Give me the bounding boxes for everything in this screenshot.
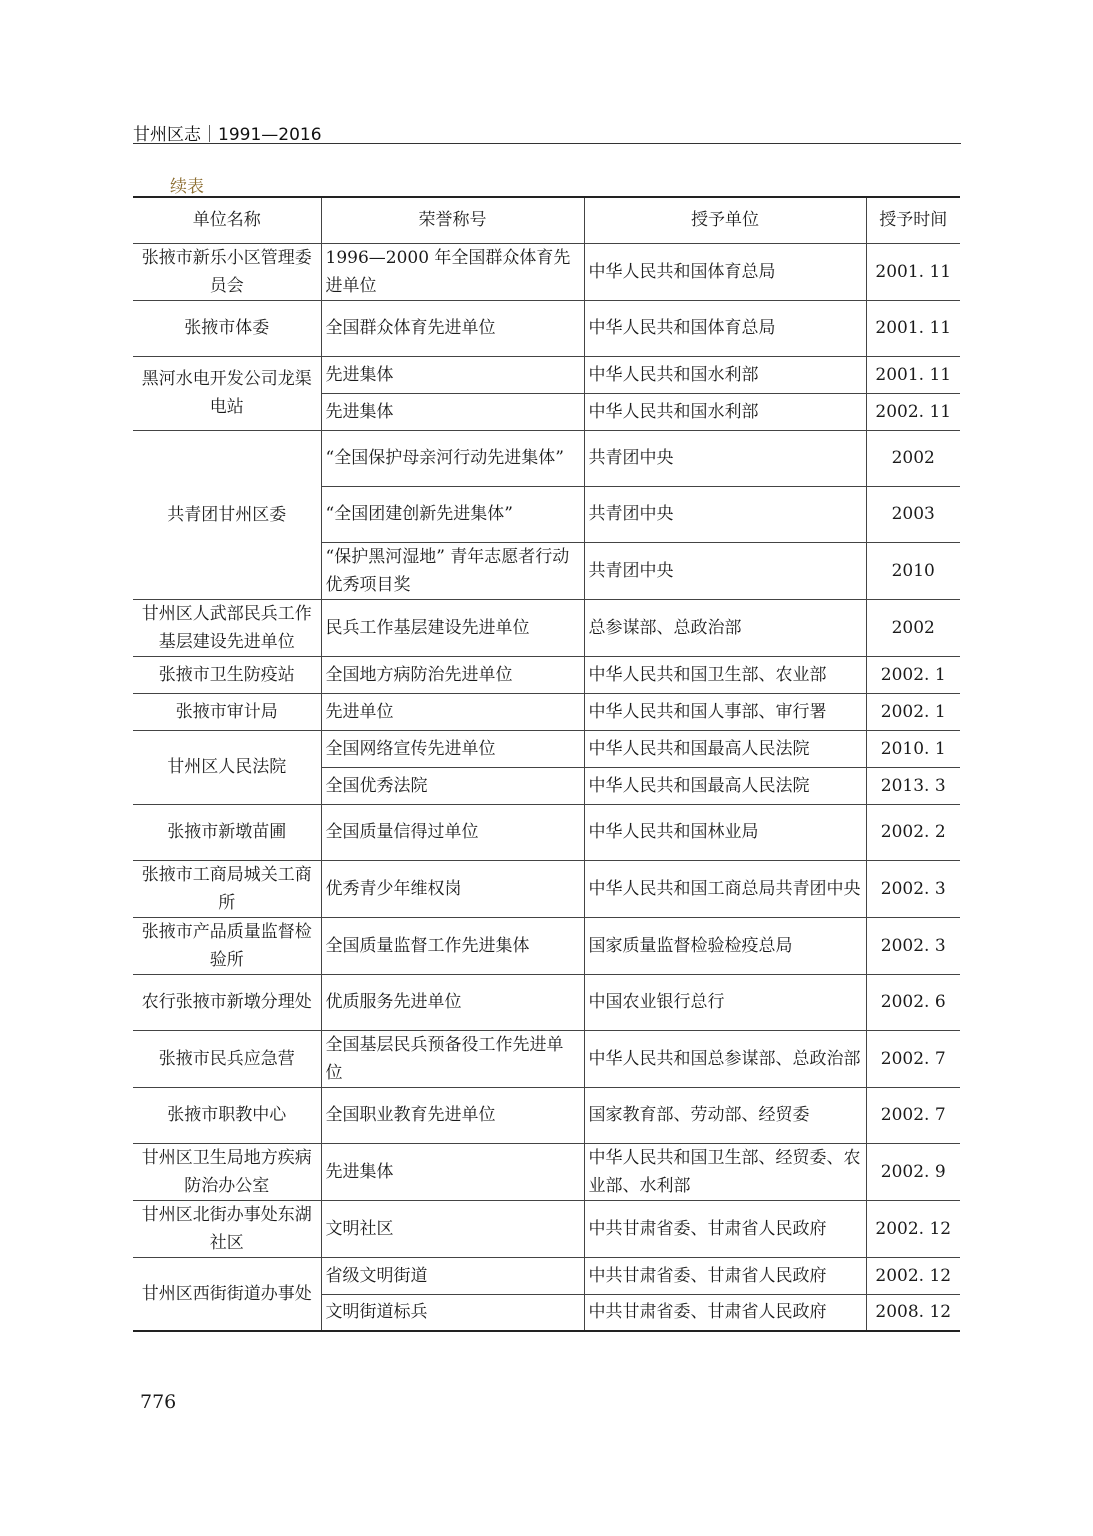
table-row [133, 974, 960, 1030]
cell-granting-body: 中华人民共和国林业局 [584, 804, 866, 860]
cell-grant-date: 2002. 7 [866, 1087, 960, 1143]
cell-granting-body: 中华人民共和国工商总局共青团中央 [584, 860, 866, 917]
cell-grant-date: 2002. 2 [866, 804, 960, 860]
cell-honor-title: 优秀青少年维权岗 [321, 860, 584, 917]
cell-grant-date: 2002. 12 [866, 1257, 960, 1294]
cell-grant-date: 2003 [866, 486, 960, 542]
cell-granting-body: 中共甘肃省委、甘肃省人民政府 [584, 1257, 866, 1294]
cell-honor-title: 先进集体 [321, 393, 584, 430]
table-row [133, 599, 960, 656]
cell-unit-name: 张掖市产品质量监督检验所 [133, 917, 321, 974]
cell-unit-name: 甘州区卫生局地方疾病防治办公室 [133, 1143, 321, 1200]
cell-honor-title: 全国职业教育先进单位 [321, 1087, 584, 1143]
cell-grant-date: 2001. 11 [866, 300, 960, 356]
table-row [133, 1087, 960, 1143]
cell-honor-title: 全国地方病防治先进单位 [321, 656, 584, 693]
table-caption: 续表 [170, 177, 204, 197]
cell-unit-name: 农行张掖市新墩分理处 [133, 974, 321, 1030]
column-header-date: 授予时间 [866, 197, 960, 243]
cell-unit-name: 张掖市民兵应急营 [133, 1030, 321, 1087]
cell-grant-date: 2010. 1 [866, 730, 960, 767]
header-rule [133, 143, 961, 144]
cell-unit-name: 张掖市卫生防疫站 [133, 656, 321, 693]
cell-granting-body: 中华人民共和国卫生部、经贸委、农业部、水利部 [584, 1143, 866, 1200]
cell-granting-body: 中华人民共和国体育总局 [584, 300, 866, 356]
cell-granting-body: 中华人民共和国卫生部、农业部 [584, 656, 866, 693]
cell-grant-date: 2002. 6 [866, 974, 960, 1030]
cell-unit-name: 张掖市职教中心 [133, 1087, 321, 1143]
cell-unit-name: 张掖市工商局城关工商所 [133, 860, 321, 917]
cell-unit-name: 张掖市新乐小区管理委员会 [133, 243, 321, 300]
cell-granting-body: 共青团中央 [584, 430, 866, 486]
cell-unit-name: 张掖市体委 [133, 300, 321, 356]
cell-honor-title: 全国网络宣传先进单位 [321, 730, 584, 767]
page-number: 776 [140, 1391, 177, 1413]
table-row [133, 1143, 960, 1200]
cell-granting-body: 中共甘肃省委、甘肃省人民政府 [584, 1294, 866, 1331]
table-body [133, 243, 960, 1331]
cell-granting-body: 中华人民共和国水利部 [584, 356, 866, 393]
cell-grant-date: 2001. 11 [866, 243, 960, 300]
column-header-unit: 单位名称 [133, 197, 321, 243]
cell-granting-body: 国家质量监督检验检疫总局 [584, 917, 866, 974]
cell-grant-date: 2002. 9 [866, 1143, 960, 1200]
cell-honor-title: 全国基层民兵预备役工作先进单位 [321, 1030, 584, 1087]
table-row [133, 243, 960, 300]
cell-grant-date: 2002. 3 [866, 860, 960, 917]
honors-table [133, 196, 960, 1332]
cell-granting-body: 总参谋部、总政治部 [584, 599, 866, 656]
cell-unit-name: 甘州区西街街道办事处 [133, 1257, 321, 1331]
cell-grant-date: 2008. 12 [866, 1294, 960, 1331]
cell-grant-date: 2002 [866, 430, 960, 486]
table-row [133, 917, 960, 974]
cell-grant-date: 2010 [866, 542, 960, 599]
cell-granting-body: 共青团中央 [584, 486, 866, 542]
cell-unit-name: 共青团甘州区委 [133, 430, 321, 599]
cell-honor-title: 全国优秀法院 [321, 767, 584, 804]
cell-granting-body: 中华人民共和国最高人民法院 [584, 730, 866, 767]
cell-honor-title: “全国团建创新先进集体” [321, 486, 584, 542]
table-header-row [133, 197, 960, 243]
cell-honor-title: “全国保护母亲河行动先进集体” [321, 430, 584, 486]
cell-honor-title: 1996—2000 年全国群众体育先进单位 [321, 243, 584, 300]
cell-honor-title: 全国质量监督工作先进集体 [321, 917, 584, 974]
column-header-grantor: 授予单位 [584, 197, 866, 243]
cell-honor-title: 文明社区 [321, 1200, 584, 1257]
table-row [133, 1200, 960, 1257]
cell-grant-date: 2002. 1 [866, 693, 960, 730]
cell-unit-name: 张掖市审计局 [133, 693, 321, 730]
cell-grant-date: 2002. 12 [866, 1200, 960, 1257]
cell-grant-date: 2002. 7 [866, 1030, 960, 1087]
cell-granting-body: 中华人民共和国体育总局 [584, 243, 866, 300]
cell-granting-body: 国家教育部、劳动部、经贸委 [584, 1087, 866, 1143]
cell-unit-name: 黑河水电开发公司龙渠电站 [133, 356, 321, 430]
cell-grant-date: 2002. 11 [866, 393, 960, 430]
column-header-title: 荣誉称号 [321, 197, 584, 243]
table-row [133, 693, 960, 730]
cell-honor-title: 全国群众体育先进单位 [321, 300, 584, 356]
cell-granting-body: 中华人民共和国水利部 [584, 393, 866, 430]
cell-unit-name: 张掖市新墩苗圃 [133, 804, 321, 860]
cell-granting-body: 中华人民共和国最高人民法院 [584, 767, 866, 804]
cell-honor-title: 文明街道标兵 [321, 1294, 584, 1331]
table-row [133, 1257, 960, 1294]
cell-honor-title: 先进集体 [321, 356, 584, 393]
cell-grant-date: 2002. 3 [866, 917, 960, 974]
cell-honor-title: 民兵工作基层建设先进单位 [321, 599, 584, 656]
cell-honor-title: 全国质量信得过单位 [321, 804, 584, 860]
cell-granting-body: 中华人民共和国总参谋部、总政治部 [584, 1030, 866, 1087]
cell-honor-title: 优质服务先进单位 [321, 974, 584, 1030]
cell-unit-name: 甘州区人民法院 [133, 730, 321, 804]
cell-honor-title: 先进单位 [321, 693, 584, 730]
cell-grant-date: 2001. 11 [866, 356, 960, 393]
cell-honor-title: 先进集体 [321, 1143, 584, 1200]
table-row [133, 1030, 960, 1087]
cell-granting-body: 中共甘肃省委、甘肃省人民政府 [584, 1200, 866, 1257]
cell-grant-date: 2013. 3 [866, 767, 960, 804]
table-row [133, 430, 960, 486]
running-head: 甘州区志｜1991—2016 [133, 125, 322, 145]
table-row [133, 860, 960, 917]
table-row [133, 356, 960, 393]
table-row [133, 656, 960, 693]
cell-honor-title: 省级文明街道 [321, 1257, 584, 1294]
table-row [133, 804, 960, 860]
cell-granting-body: 中国农业银行总行 [584, 974, 866, 1030]
cell-granting-body: 中华人民共和国人事部、审行署 [584, 693, 866, 730]
cell-grant-date: 2002 [866, 599, 960, 656]
table-row [133, 730, 960, 767]
table-row [133, 300, 960, 356]
cell-grant-date: 2002. 1 [866, 656, 960, 693]
cell-unit-name: 甘州区北街办事处东湖社区 [133, 1200, 321, 1257]
cell-honor-title: “保护黑河湿地” 青年志愿者行动优秀项目奖 [321, 542, 584, 599]
cell-unit-name: 甘州区人武部民兵工作基层建设先进单位 [133, 599, 321, 656]
cell-granting-body: 共青团中央 [584, 542, 866, 599]
